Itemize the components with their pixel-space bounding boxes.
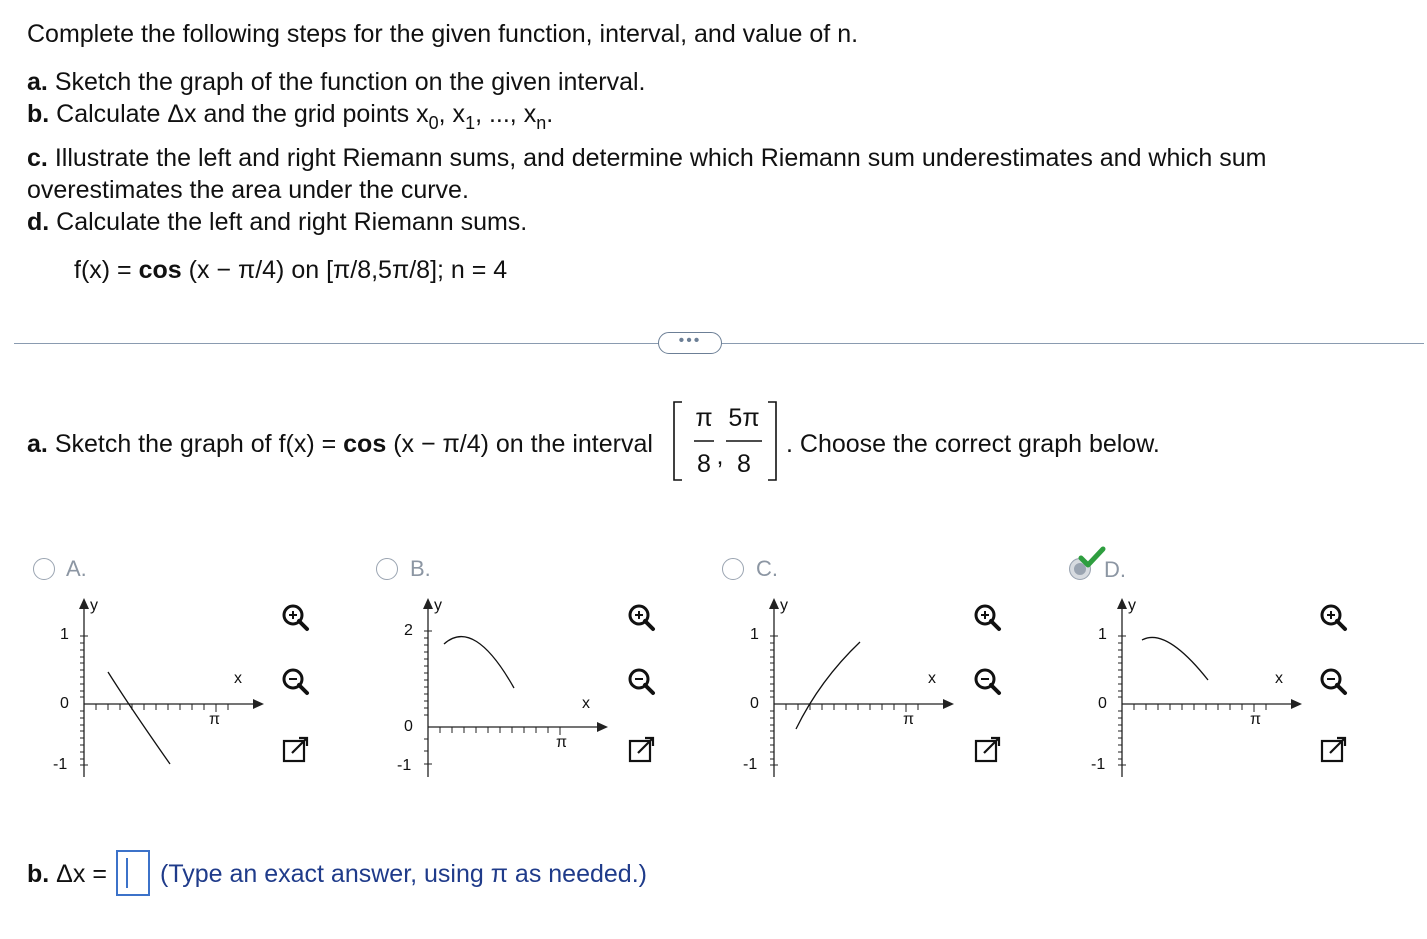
open-window-icon[interactable]: [966, 728, 1010, 772]
curve-option-d: [1142, 637, 1208, 680]
option-c-y-mid: 0: [750, 695, 759, 712]
step-c-text: c. Illustrate the left and right Riemann sums, and determine which Riemann sum underestimates and which sum: [27, 144, 1267, 172]
option-b-label[interactable]: B.: [410, 556, 431, 581]
option-b-pi-label: π: [556, 734, 568, 751]
frac-comma: ,: [716, 442, 724, 470]
option-b-x-label: x: [582, 695, 590, 712]
option-d-pi-label: π: [1250, 711, 1262, 728]
option-d-y-bot: -1: [1091, 756, 1106, 773]
open-window-icon[interactable]: [620, 728, 664, 772]
option-c-pi-label: π: [903, 711, 915, 728]
step-c-text-cont: overestimates the area under the curve.: [27, 176, 469, 204]
option-d-y-top: 1: [1098, 626, 1107, 643]
option-a-x-label: x: [234, 670, 242, 687]
option-a-y-top: 1: [60, 626, 69, 643]
option-b-y-mid: 0: [404, 718, 413, 735]
curve-option-a: [108, 672, 170, 764]
question-a-text: a. Sketch the graph of f(x) = cos (x − π/4) on the interval: [27, 430, 653, 458]
zoom-in-icon[interactable]: [1312, 596, 1356, 640]
step-b-text: b. Calculate Δx and the grid points $x_0$, $x_1$, ..., $x_n$.: [27, 100, 554, 133]
option-d-y-label: y: [1128, 597, 1136, 614]
option-d-x-label: x: [1275, 670, 1283, 687]
function-statement: f(x) = cos (x − π/4) on [π/8,5π/8]; n = 4: [74, 256, 508, 284]
open-window-icon[interactable]: [1312, 728, 1356, 772]
more-button[interactable]: •••: [658, 332, 722, 354]
option-a-label[interactable]: A.: [66, 556, 87, 581]
zoom-out-icon[interactable]: [620, 660, 664, 704]
zoom-out-icon[interactable]: [274, 660, 318, 704]
option-d-y-mid: 0: [1098, 695, 1107, 712]
delta-x-input[interactable]: [116, 850, 150, 896]
frac1-numerator: π: [695, 404, 713, 432]
zoom-in-icon[interactable]: [966, 596, 1010, 640]
zoom-out-icon[interactable]: [1312, 660, 1356, 704]
zoom-in-icon[interactable]: [274, 596, 318, 640]
option-c-y-bot: -1: [743, 756, 758, 773]
step-d-text: d. Calculate the left and right Riemann sums.: [27, 208, 528, 236]
option-a-y-label: y: [90, 597, 98, 614]
question-b-label: b. Δx =: [27, 860, 107, 888]
frac1-denominator: 8: [697, 450, 711, 478]
answer-hint: (Type an exact answer, using π as needed.): [160, 860, 647, 888]
option-a-y-bot: -1: [53, 756, 68, 773]
checkmark-icon: [1078, 546, 1106, 570]
text-caret: [126, 858, 128, 888]
step-a-text: a. Sketch the graph of the function on the given interval.: [27, 68, 646, 96]
intro-text: Complete the following steps for the given function, interval, and value of n.: [27, 20, 859, 48]
interval-fraction: [670, 398, 782, 484]
curve-option-b: [444, 637, 514, 688]
curve-option-c: [796, 642, 860, 729]
radio-option-b[interactable]: [376, 558, 398, 580]
option-c-y-label: y: [780, 597, 788, 614]
option-c-x-label: x: [928, 670, 936, 687]
option-a-pi-label: π: [209, 711, 221, 728]
question-a-instruction: . Choose the correct graph below.: [786, 430, 1160, 458]
option-a-y-mid: 0: [60, 695, 69, 712]
zoom-in-icon[interactable]: [620, 596, 664, 640]
graph-option-b: [374, 592, 624, 782]
frac2-denominator: 8: [737, 450, 751, 478]
frac2-numerator: 5π: [728, 404, 760, 432]
option-b-y-top: 2: [404, 622, 413, 639]
option-b-y-bot: -1: [397, 757, 412, 774]
radio-option-c[interactable]: [722, 558, 744, 580]
zoom-out-icon[interactable]: [966, 660, 1010, 704]
option-c-y-top: 1: [750, 626, 759, 643]
graph-option-a: [30, 592, 280, 782]
radio-option-a[interactable]: [33, 558, 55, 580]
option-c-label[interactable]: C.: [756, 556, 778, 581]
open-window-icon[interactable]: [274, 728, 318, 772]
option-d-label[interactable]: D.: [1104, 557, 1126, 582]
option-b-y-label: y: [434, 597, 442, 614]
